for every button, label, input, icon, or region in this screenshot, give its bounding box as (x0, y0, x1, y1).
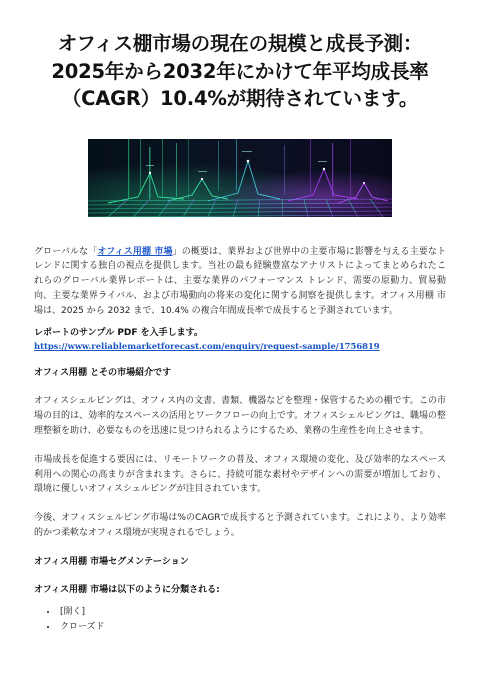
market-report-link[interactable]: オフィス用棚 市場 (97, 246, 173, 257)
market-definition-paragraph: オフィスシェルビングは、オフィス内の文書、書類、機器などを整理・保管するための棚です。この市場の目的は、効率的なスペースの活用とワークフローの向上です。オフィスシェルビングは、職場の整理整頓を助け、必要なものを迅速に見つけられるようにするため、業務の生産性を向上させます。 (34, 396, 446, 437)
banner-container (34, 139, 446, 217)
intro-text-after: 」の概要は、業界および世界中の主要市場に影響を与える主要なトレンドに関する独自の視点を提供します。当社の最も経験豊富なアナリストによってまとめられたこれらのグローバル業界レポートは、主要な業界のパフォーマンス トレンド、需要の原動力、貿易動向、主要な業界ライバル、および市場動向の将来の変化に関する洞察を提供します。オフィス用棚 市場は、2025 から 2032 まで、10.4% の複合年間成長率で成長すると予測されています。 (34, 246, 446, 316)
market-drivers-paragraph: 市場成長を促進する要因には、リモートワークの普及、オフィス環境の変化、及び効率的なスペース利用への関心の高まりが含まれます。さらに、持続可能な素材やデザインへの需要が増加しており、環境に優しいオフィスシェルビングが注目されています。 (34, 454, 446, 495)
market-intro-heading: オフィス用棚 とその市場紹介です (34, 368, 172, 379)
intro-paragraph (34, 245, 446, 319)
list-item: • クローズド (58, 620, 446, 636)
sample-pdf-heading: レポートのサンプル PDF を入手します。 (34, 328, 203, 339)
segmentation-heading: オフィス用棚 市場セグメンテーション (34, 556, 189, 567)
segmentation-subheading: オフィス用棚 市場は以下のように分類される: (34, 584, 220, 595)
segment-list (34, 605, 446, 636)
list-item: • [開く] (58, 605, 446, 621)
sample-pdf-link[interactable]: https://www.reliablemarketforecast.com/enquiry/request-sample/1756819 (34, 341, 380, 352)
intro-text-before: グローバルな「 (34, 246, 98, 257)
page-title: オフィス棚市場の現在の規模と成長予測：2025年から2032年にかけて年平均成長率（CAGR）10.4%が期待されています。 (51, 32, 429, 110)
market-forecast-paragraph: 今後、オフィスシェルビング市場は%のCAGRで成長すると予測されています。これにより、より効率的かつ柔軟なオフィス環境が実現されるでしょう。 (34, 513, 446, 539)
market-banner-image (88, 139, 392, 217)
